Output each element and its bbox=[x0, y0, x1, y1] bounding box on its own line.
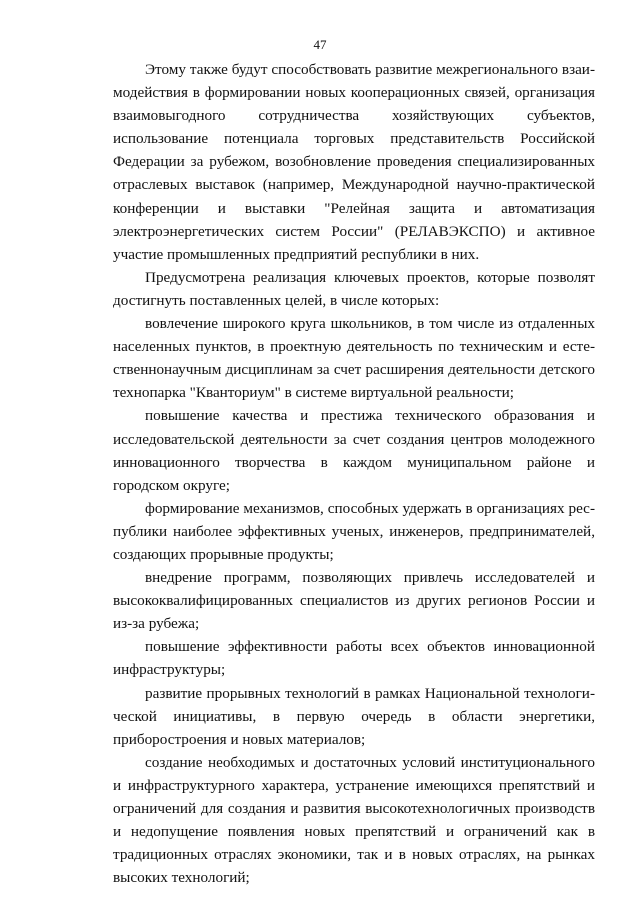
list-item-innovation-infrastructure: повышение эффективности работы всех объектов инновационной инфраструктуры; bbox=[113, 638, 595, 679]
list-item-schoolchildren-involvement: вовлечение широкого круга школьников, в том числе из отдаленных населенных пунктов, в проектную деятельность по техническим и естественнонаучным дисциплинам за счет расширения деятельности детского технопарка "Кванториум" в системе виртуальной реальности; bbox=[113, 315, 595, 402]
list-item-attract-specialists: внедрение программ, позволяющих привлечь исследователей и высококвалифицированных специалистов из других регионов России и из-за рубежа; bbox=[113, 569, 595, 633]
paragraph-key-projects-intro: Предусмотрена реализация ключевых проектов, которые позволят достигнуть поставленных целей, в числе которых: bbox=[113, 268, 595, 309]
paragraph-interregional-cooperation: Этому также будут способствовать развитие межрегионального взаимодействия в формировании новых кооперационных связей, организация взаимовыгодного сотрудничества хозяйствующих субъектов, использование потенциала торговых представительств Российской Федерации за рубежом, возобновление проведения специализированных отраслевых выставок (например, Международной научно-практической конференции и выставки "Релейная защита и автоматизация электроэнергетических систем России" (РЕЛАВЭКСПО) и активное участие промышленных предприятий республики в них. bbox=[113, 61, 595, 263]
document-body bbox=[113, 58, 595, 889]
list-item-talent-retention: формирование механизмов, способных удержать в организациях республики наиболее эффективных ученых, инженеров, предпринимателей, создающих прорывные продукты; bbox=[113, 499, 595, 563]
list-item-technical-education-quality: повышение качества и престижа технического образования и исследовательской деятельности за счет создания центров молодежного инновационного творчества в каждом муниципальном районе и городском округе; bbox=[113, 407, 595, 494]
list-item-breakthrough-technologies: развитие прорывных технологий в рамках Национальной технологической инициативы, в первую очередь в области энергетики, приборостроения и новых материалов; bbox=[113, 684, 595, 748]
page-number: 47 bbox=[313, 37, 327, 52]
list-item-institutional-conditions: создание необходимых и достаточных условий институционального и инфраструктурного характера, устранение имеющихся препятствий и ограничений для создания и развития высокотехнологичных производств и недопущение появления новых препятствий и ограничений как в традиционных отраслях экономики, так и в новых отраслях, на рынках высоких технологий; bbox=[113, 753, 595, 887]
